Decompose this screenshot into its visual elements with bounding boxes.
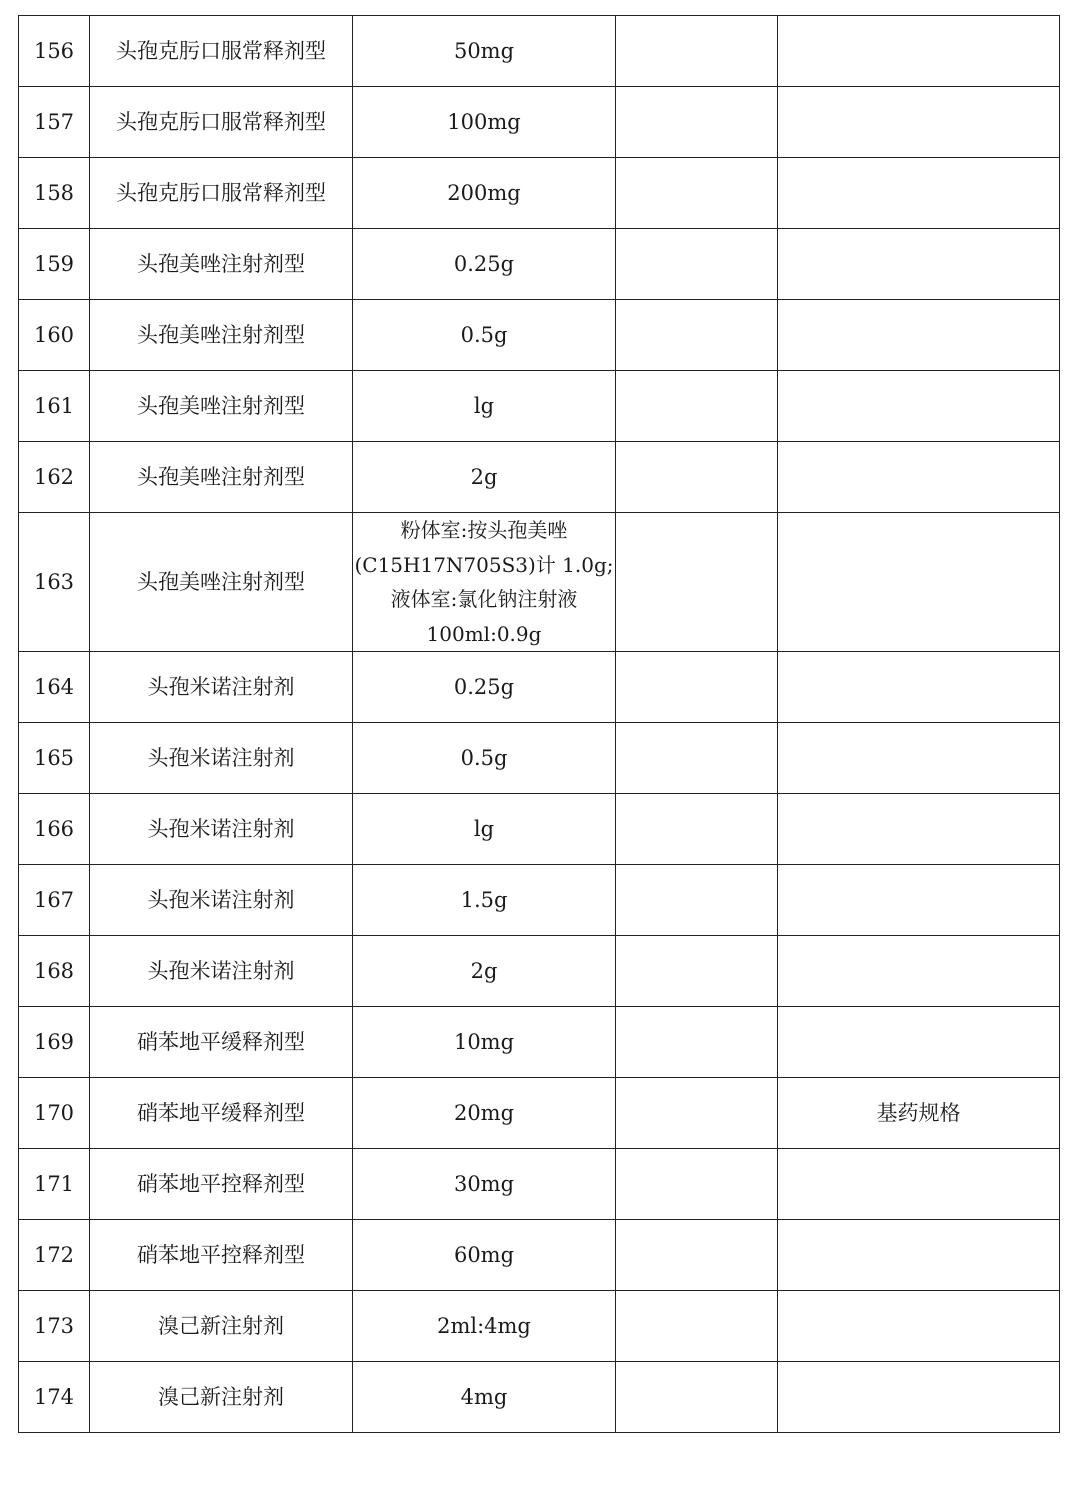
empty-cell [616, 1007, 778, 1078]
empty-cell [616, 300, 778, 371]
drug-name: 头孢美唑注射剂型 [90, 300, 353, 371]
drug-spec [353, 865, 616, 936]
spec-line: lg [473, 816, 495, 841]
drug-name: 硝苯地平控释剂型 [90, 1220, 353, 1291]
drug-spec [353, 513, 616, 652]
drug-spec [353, 936, 616, 1007]
spec-line: 液体室:氯化钠注射液 [390, 587, 578, 611]
empty-cell [616, 1291, 778, 1362]
drug-name: 溴己新注射剂 [90, 1291, 353, 1362]
drug-name: 头孢米诺注射剂 [90, 936, 353, 1007]
spec-line: 1.5g [460, 887, 508, 912]
row-number: 171 [19, 1149, 90, 1220]
drug-spec [353, 1078, 616, 1149]
spec-line: 2g [470, 958, 498, 983]
spec-line: 0.25g [453, 674, 515, 699]
table-row [19, 1362, 1060, 1433]
drug-name: 头孢克肟口服常释剂型 [90, 87, 353, 158]
drug-spec [353, 1149, 616, 1220]
table-row [19, 723, 1060, 794]
remark-cell [778, 87, 1060, 158]
drug-name: 头孢米诺注射剂 [90, 794, 353, 865]
empty-cell [616, 1149, 778, 1220]
row-number: 157 [19, 87, 90, 158]
table-row [19, 229, 1060, 300]
drug-spec [353, 723, 616, 794]
remark-cell [778, 442, 1060, 513]
spec-line: 2g [470, 464, 498, 489]
empty-cell [616, 16, 778, 87]
drug-spec [353, 794, 616, 865]
empty-cell [616, 652, 778, 723]
drug-name: 头孢米诺注射剂 [90, 652, 353, 723]
drug-spec [353, 1007, 616, 1078]
row-number: 165 [19, 723, 90, 794]
row-number: 159 [19, 229, 90, 300]
empty-cell [616, 229, 778, 300]
spec-line: 100mg [447, 109, 521, 134]
table-row [19, 87, 1060, 158]
row-number: 169 [19, 1007, 90, 1078]
row-number: 158 [19, 158, 90, 229]
drug-spec [353, 1291, 616, 1362]
row-number: 160 [19, 300, 90, 371]
remark-cell [778, 652, 1060, 723]
table-row [19, 158, 1060, 229]
table-row [19, 1291, 1060, 1362]
spec-line: 100ml:0.9g [426, 621, 542, 646]
row-number: 167 [19, 865, 90, 936]
drug-name: 头孢米诺注射剂 [90, 865, 353, 936]
row-number: 168 [19, 936, 90, 1007]
remark-cell [778, 300, 1060, 371]
spec-line: (C15H17N705S3)计 1.0g; [354, 552, 614, 577]
drug-spec [353, 158, 616, 229]
drug-spec-table [18, 15, 1060, 1433]
remark-cell [778, 229, 1060, 300]
table-body [19, 16, 1060, 1433]
empty-cell [616, 1220, 778, 1291]
spec-line: 4mg [460, 1384, 508, 1409]
spec-line: 30mg [453, 1171, 515, 1196]
drug-spec [353, 87, 616, 158]
drug-name: 硝苯地平控释剂型 [90, 1149, 353, 1220]
drug-spec [353, 371, 616, 442]
empty-cell [616, 442, 778, 513]
empty-cell [616, 936, 778, 1007]
remark-cell [778, 936, 1060, 1007]
remark-cell [778, 1149, 1060, 1220]
drug-spec [353, 652, 616, 723]
spec-line: 200mg [447, 180, 521, 205]
remark-cell: 基药规格 [778, 1078, 1060, 1149]
drug-spec [353, 1220, 616, 1291]
table-row [19, 442, 1060, 513]
empty-cell [616, 1362, 778, 1433]
spec-line: lg [473, 393, 495, 418]
remark-cell [778, 1291, 1060, 1362]
remark-cell [778, 1362, 1060, 1433]
row-number: 174 [19, 1362, 90, 1433]
spec-line: 粉体室:按头孢美唑 [400, 518, 568, 542]
remark-cell [778, 16, 1060, 87]
remark-cell [778, 723, 1060, 794]
remark-cell [778, 794, 1060, 865]
empty-cell [616, 1078, 778, 1149]
table-row [19, 1078, 1060, 1149]
remark-cell [778, 1220, 1060, 1291]
row-number: 156 [19, 16, 90, 87]
remark-cell [778, 371, 1060, 442]
drug-spec [353, 16, 616, 87]
drug-spec [353, 1362, 616, 1433]
table-row [19, 794, 1060, 865]
table-row [19, 652, 1060, 723]
drug-spec [353, 300, 616, 371]
remark-cell [778, 865, 1060, 936]
table-row [19, 936, 1060, 1007]
remark-cell [778, 158, 1060, 229]
drug-spec [353, 229, 616, 300]
empty-cell [616, 794, 778, 865]
spec-line: 20mg [453, 1100, 515, 1125]
row-number: 164 [19, 652, 90, 723]
spec-line: 10mg [453, 1029, 515, 1054]
row-number: 170 [19, 1078, 90, 1149]
drug-name: 硝苯地平缓释剂型 [90, 1007, 353, 1078]
table-row [19, 513, 1060, 652]
row-number: 166 [19, 794, 90, 865]
table-row [19, 1007, 1060, 1078]
drug-name: 头孢美唑注射剂型 [90, 371, 353, 442]
spec-line: 0.5g [460, 322, 508, 347]
remark-cell [778, 513, 1060, 652]
table-row [19, 865, 1060, 936]
row-number: 161 [19, 371, 90, 442]
spec-line: 50mg [453, 38, 515, 63]
drug-name: 硝苯地平缓释剂型 [90, 1078, 353, 1149]
empty-cell [616, 158, 778, 229]
empty-cell [616, 371, 778, 442]
drug-name: 头孢克肟口服常释剂型 [90, 158, 353, 229]
drug-name: 头孢美唑注射剂型 [90, 442, 353, 513]
row-number: 172 [19, 1220, 90, 1291]
drug-name: 头孢米诺注射剂 [90, 723, 353, 794]
table-row [19, 300, 1060, 371]
table-row [19, 1149, 1060, 1220]
table-row [19, 16, 1060, 87]
drug-name: 溴己新注射剂 [90, 1362, 353, 1433]
row-number: 173 [19, 1291, 90, 1362]
spec-line: 0.5g [460, 745, 508, 770]
drug-name: 头孢美唑注射剂型 [90, 229, 353, 300]
remark-cell [778, 1007, 1060, 1078]
table-row [19, 371, 1060, 442]
table-row [19, 1220, 1060, 1291]
drug-name: 头孢克肟口服常释剂型 [90, 16, 353, 87]
row-number: 162 [19, 442, 90, 513]
drug-name: 头孢美唑注射剂型 [90, 513, 353, 652]
drug-spec [353, 442, 616, 513]
empty-cell [616, 87, 778, 158]
row-number: 163 [19, 513, 90, 652]
spec-line: 2ml:4mg [437, 1313, 531, 1338]
empty-cell [616, 723, 778, 794]
spec-line: 60mg [453, 1242, 515, 1267]
empty-cell [616, 865, 778, 936]
empty-cell [616, 513, 778, 652]
spec-line: 0.25g [453, 251, 515, 276]
